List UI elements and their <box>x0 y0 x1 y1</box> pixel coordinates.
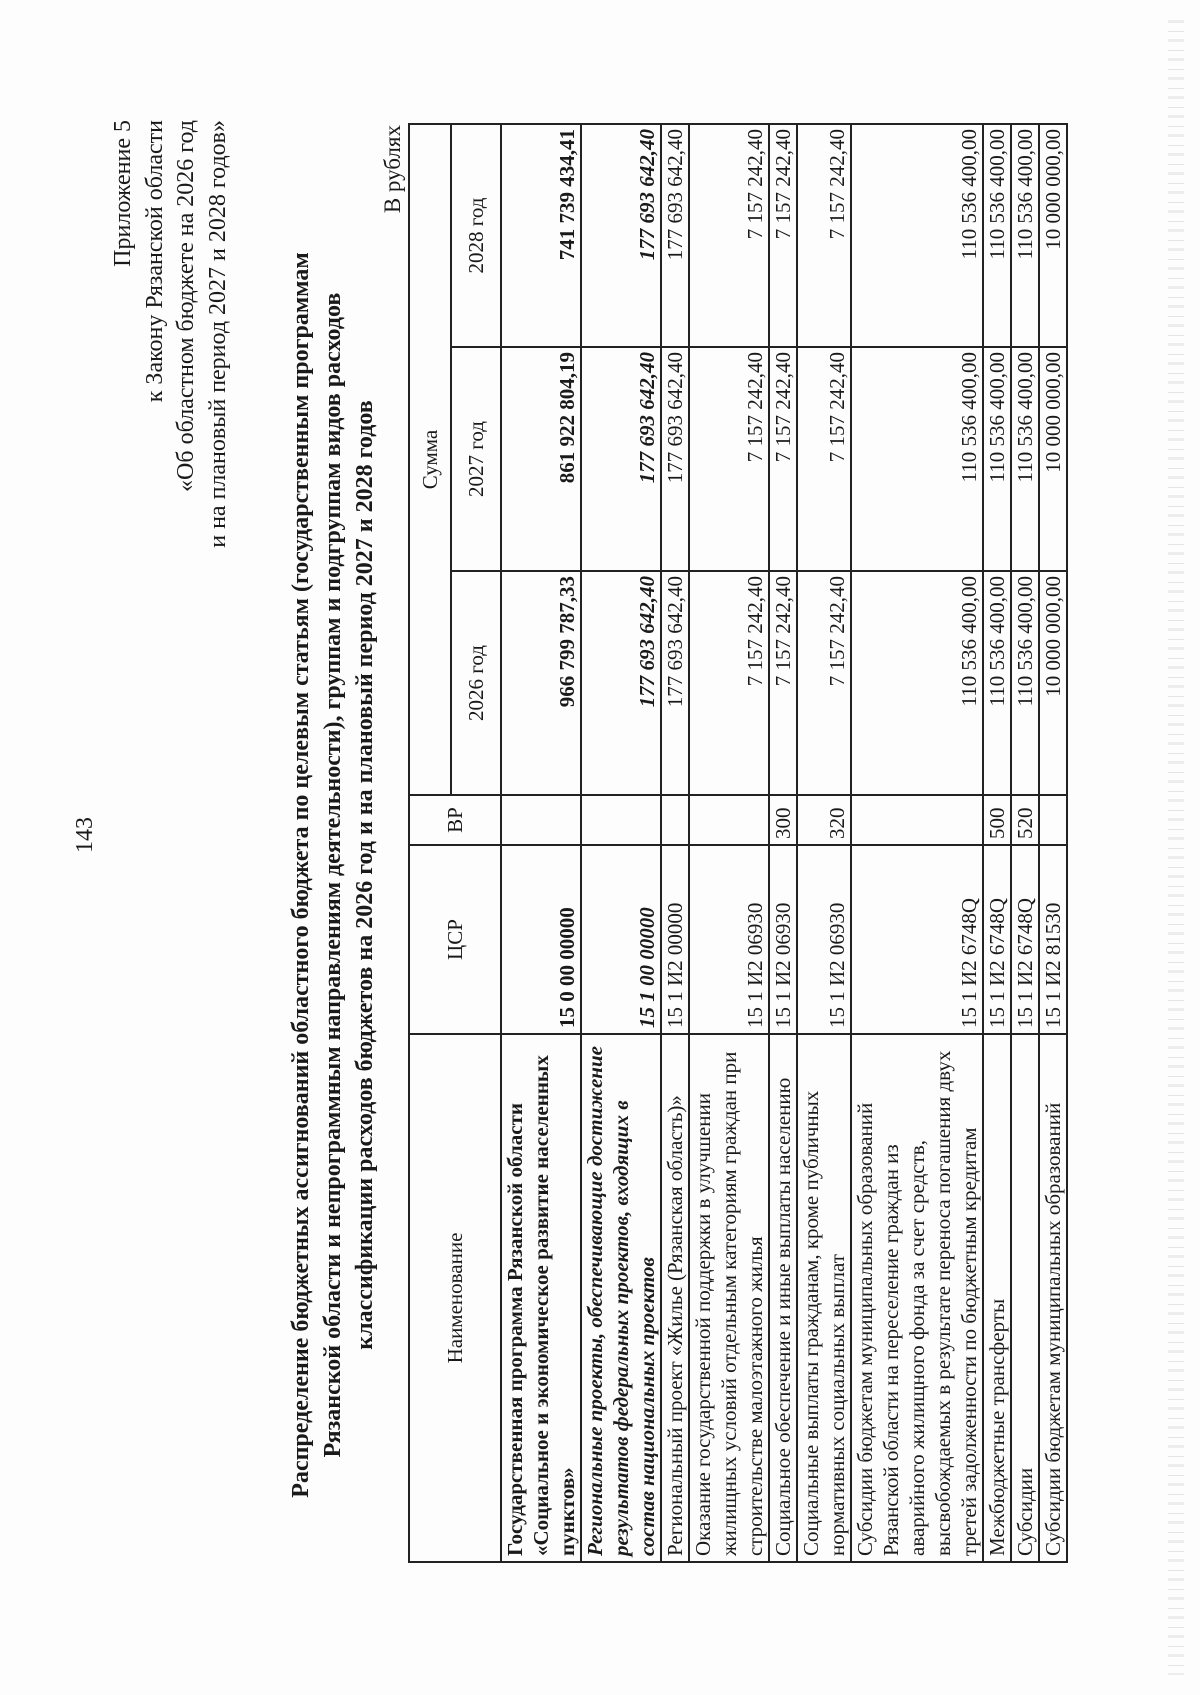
row-vr: 320 <box>797 795 851 845</box>
row-2027: 110 536 400,00 <box>1011 347 1039 571</box>
table-header-row <box>409 124 451 1562</box>
table-row <box>769 124 797 1562</box>
row-csr: 15 1 И2 81530 <box>1039 845 1067 1034</box>
row-2027: 861 922 804,19 <box>501 347 581 571</box>
row-2026: 966 799 787,33 <box>501 571 581 795</box>
row-csr: 15 1 И2 6748Q <box>983 845 1011 1034</box>
appendix-line: и на плановый период 2027 и 2028 годов» <box>204 120 231 548</box>
header-name: Наименование <box>409 1034 501 1562</box>
header-csr: ЦСР <box>409 845 501 1034</box>
row-csr: 15 1 И2 06930 <box>689 845 769 1034</box>
row-2026: 7 157 242,40 <box>769 571 797 795</box>
row-2027: 177 693 642,40 <box>581 347 661 571</box>
row-2026: 110 536 400,00 <box>1011 571 1039 795</box>
row-name: Межбюджетные трансферты <box>983 1034 1011 1562</box>
row-name: Социальное обеспечение и иные выплаты населению <box>769 1034 797 1562</box>
table-row <box>689 124 769 1562</box>
row-2027: 7 157 242,40 <box>797 347 851 571</box>
row-2027: 177 693 642,40 <box>661 347 689 571</box>
row-2026: 7 157 242,40 <box>797 571 851 795</box>
row-2027: 10 000 000,00 <box>1039 347 1067 571</box>
appendix-line: «Об областном бюджете на 2026 год <box>173 120 199 492</box>
title-line: классификации расходов бюджетов на 2026 год и на плановый период 2027 и 2028 годов <box>352 400 378 1350</box>
row-vr: 520 <box>1011 795 1039 845</box>
row-2027: 7 157 242,40 <box>689 347 769 571</box>
header-2026: 2026 год <box>451 571 501 795</box>
row-vr <box>661 795 689 845</box>
row-2028: 110 536 400,00 <box>1011 124 1039 347</box>
row-name: Социальные выплаты гражданам, кроме публичных нормативных социальных выплат <box>797 1034 851 1562</box>
header-2028: 2028 год <box>451 124 501 347</box>
title-line: Распределение бюджетных ассигнований областного бюджета по целевым статьям (государственным программам <box>288 252 314 1498</box>
title-line: Рязанской области и непрограммным направлениям деятельности), группам и подгруппам видов расходов <box>320 292 346 1458</box>
row-vr: 300 <box>769 795 797 845</box>
row-csr: 15 1 00 00000 <box>581 845 661 1034</box>
row-2026: 177 693 642,40 <box>581 571 661 795</box>
row-2027: 7 157 242,40 <box>769 347 797 571</box>
row-2028: 177 693 642,40 <box>581 124 661 347</box>
row-2027: 110 536 400,00 <box>983 347 1011 571</box>
appendix-header <box>108 120 234 1020</box>
row-csr: 15 1 И2 06930 <box>797 845 851 1034</box>
table-row <box>797 124 851 1562</box>
row-2028: 10 000 000,00 <box>1039 124 1067 347</box>
row-vr <box>581 795 661 845</box>
document-title <box>285 205 381 1545</box>
table-row <box>661 124 689 1562</box>
row-name: Оказание государственной поддержки в улучшении жилищных условий отдельным категориям граждан при строительстве малоэтажного жилья <box>689 1034 769 1562</box>
row-csr: 15 1 И2 6748Q <box>1011 845 1039 1034</box>
row-2028: 7 157 242,40 <box>769 124 797 347</box>
row-vr <box>851 795 983 845</box>
page-number: 143 <box>72 817 98 853</box>
header-sum: Сумма <box>409 124 451 795</box>
row-2026: 110 536 400,00 <box>983 571 1011 795</box>
row-2028: 110 536 400,00 <box>851 124 983 347</box>
row-2026: 177 693 642,40 <box>661 571 689 795</box>
row-2028: 741 739 434,41 <box>501 124 581 347</box>
row-2026: 7 157 242,40 <box>689 571 769 795</box>
row-2026: 110 536 400,00 <box>851 571 983 795</box>
row-2028: 110 536 400,00 <box>983 124 1011 347</box>
units-label: В рублях <box>380 125 405 214</box>
row-vr <box>689 795 769 845</box>
row-name: Субсидии <box>1011 1034 1039 1562</box>
table-row <box>1011 124 1039 1562</box>
row-2028: 7 157 242,40 <box>689 124 769 347</box>
table-row <box>1039 124 1067 1562</box>
row-name: Субсидии бюджетам муниципальных образований Рязанской области на переселение граждан из аварийного жилищного фонда за счет средств, высвобождаемых в результате переноса погашения двух третей задолженности по бюджетным кредитам <box>851 1034 983 1562</box>
appendix-line: к Закону Рязанской области <box>141 120 168 403</box>
row-name: Государственная программа Рязанской области «Социальное и экономическое развитие населенных пунктов» <box>501 1034 581 1562</box>
row-csr: 15 1 И2 00000 <box>661 845 689 1034</box>
row-csr: 15 1 И2 6748Q <box>851 845 983 1034</box>
table-row <box>983 124 1011 1562</box>
table-row <box>501 124 581 1562</box>
header-vr: ВР <box>409 795 501 845</box>
row-vr: 500 <box>983 795 1011 845</box>
table-row <box>581 124 661 1562</box>
row-name: Региональный проект «Жилье (Рязанская область)» <box>661 1034 689 1562</box>
table-row <box>851 124 983 1562</box>
row-2028: 177 693 642,40 <box>661 124 689 347</box>
row-2027: 110 536 400,00 <box>851 347 983 571</box>
row-vr <box>501 795 581 845</box>
row-vr <box>1039 795 1067 845</box>
budget-table <box>408 123 1068 1563</box>
appendix-line: Приложение 5 <box>110 120 136 267</box>
row-csr: 15 1 И2 06930 <box>769 845 797 1034</box>
row-name: Региональные проекты, обеспечивающие достижение результатов федеральных проектов, входящих в состав национальных проектов <box>581 1034 661 1562</box>
row-2028: 7 157 242,40 <box>797 124 851 347</box>
row-csr: 15 0 00 00000 <box>501 845 581 1034</box>
header-2027: 2027 год <box>451 347 501 571</box>
row-2026: 10 000 000,00 <box>1039 571 1067 795</box>
row-name: Субсидии бюджетам муниципальных образований <box>1039 1034 1067 1562</box>
